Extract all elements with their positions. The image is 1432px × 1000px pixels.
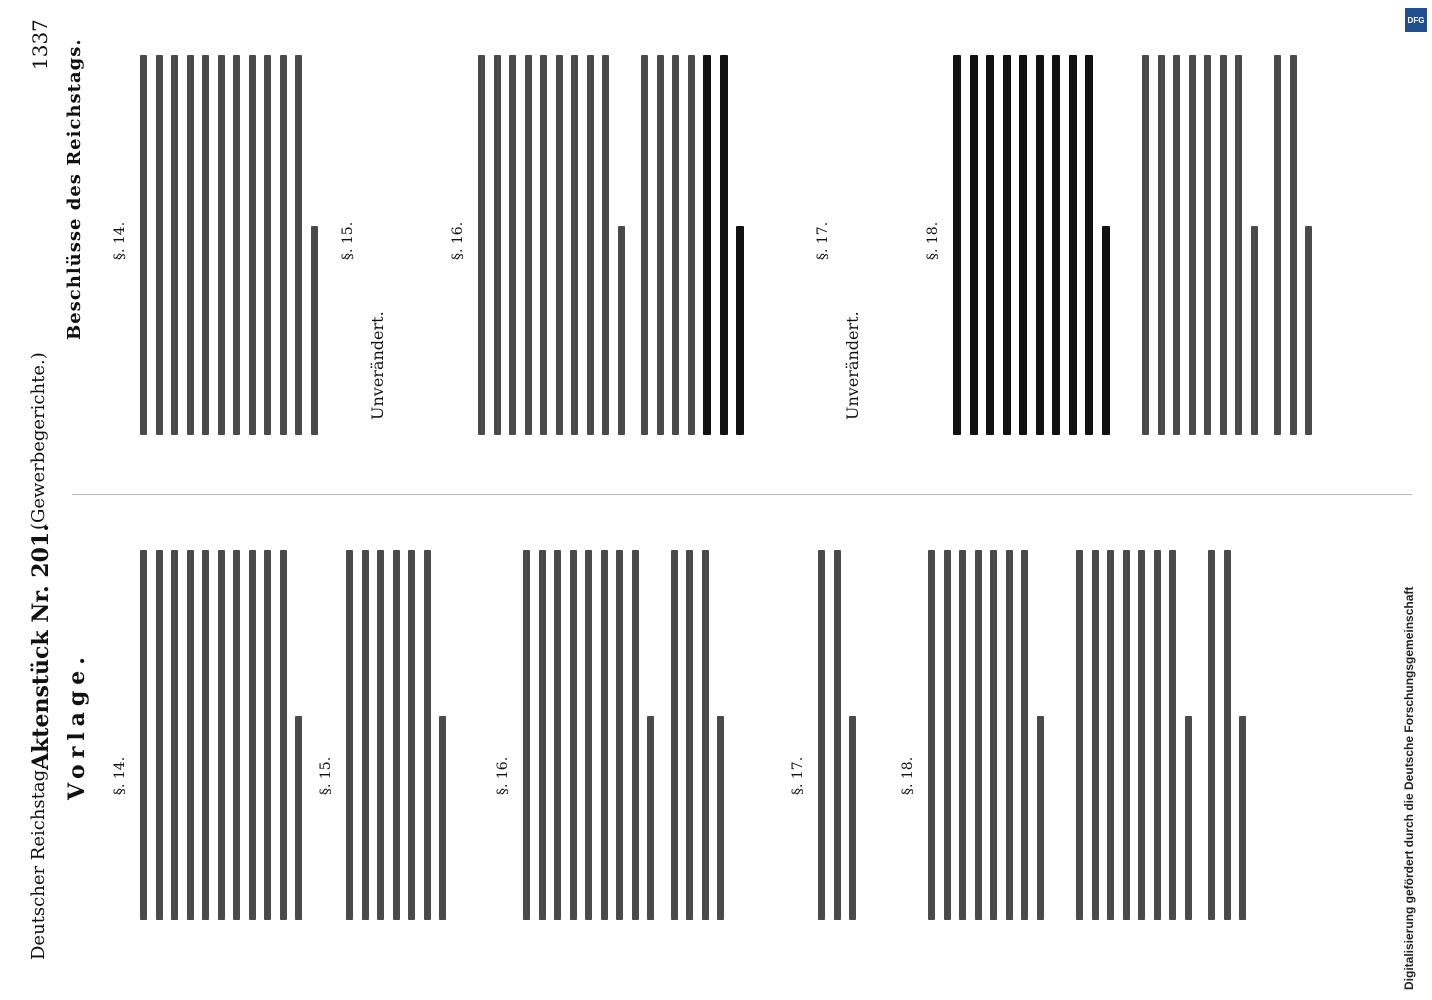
right-section-15-text: Unverändert. xyxy=(368,311,387,420)
right-section-16-label: §. 16. xyxy=(450,221,466,260)
right-section-18-label: §. 18. xyxy=(925,221,941,260)
header-reichstag: Deutscher Reichstag. xyxy=(28,764,49,960)
column-divider xyxy=(72,494,1412,495)
right-section-16-text xyxy=(478,55,753,435)
left-section-18-label: §. 18. xyxy=(900,756,916,795)
digitization-credit xyxy=(1402,10,1422,990)
left-section-17-label: §. 17. xyxy=(790,756,806,795)
right-section-17-text: Unverändert. xyxy=(843,311,862,420)
left-section-15-text xyxy=(346,550,455,920)
right-section-14-text xyxy=(140,55,326,435)
header-document-number: Aktenstück Nr. 201. xyxy=(28,524,54,770)
right-section-17-label: §. 17. xyxy=(815,221,831,260)
right-column-heading: Beschlüsse des Reichstags. xyxy=(64,38,85,340)
right-section-15-label: §. 15. xyxy=(340,221,356,260)
header-document-type: (Gewerbegerichte.) xyxy=(28,352,49,530)
page-number: 1337 xyxy=(28,19,52,70)
left-column-heading: Vorlage. xyxy=(64,651,90,800)
left-section-18-text xyxy=(928,550,1255,920)
digitization-credit-text: Digitalisierung gefördert durch die Deutsche Forschungsgemeinschaft xyxy=(1402,586,1416,990)
left-section-14-label: §. 14. xyxy=(112,756,128,795)
right-section-14-label: §. 14. xyxy=(112,221,128,260)
left-section-16-text xyxy=(523,550,733,920)
left-section-14-text xyxy=(140,550,311,920)
dfg-logo: DFG xyxy=(1405,8,1427,32)
left-section-16-label: §. 16. xyxy=(495,756,511,795)
right-section-18-text xyxy=(953,55,1321,435)
left-section-15-label: §. 15. xyxy=(318,756,334,795)
left-section-17-text xyxy=(818,550,865,920)
